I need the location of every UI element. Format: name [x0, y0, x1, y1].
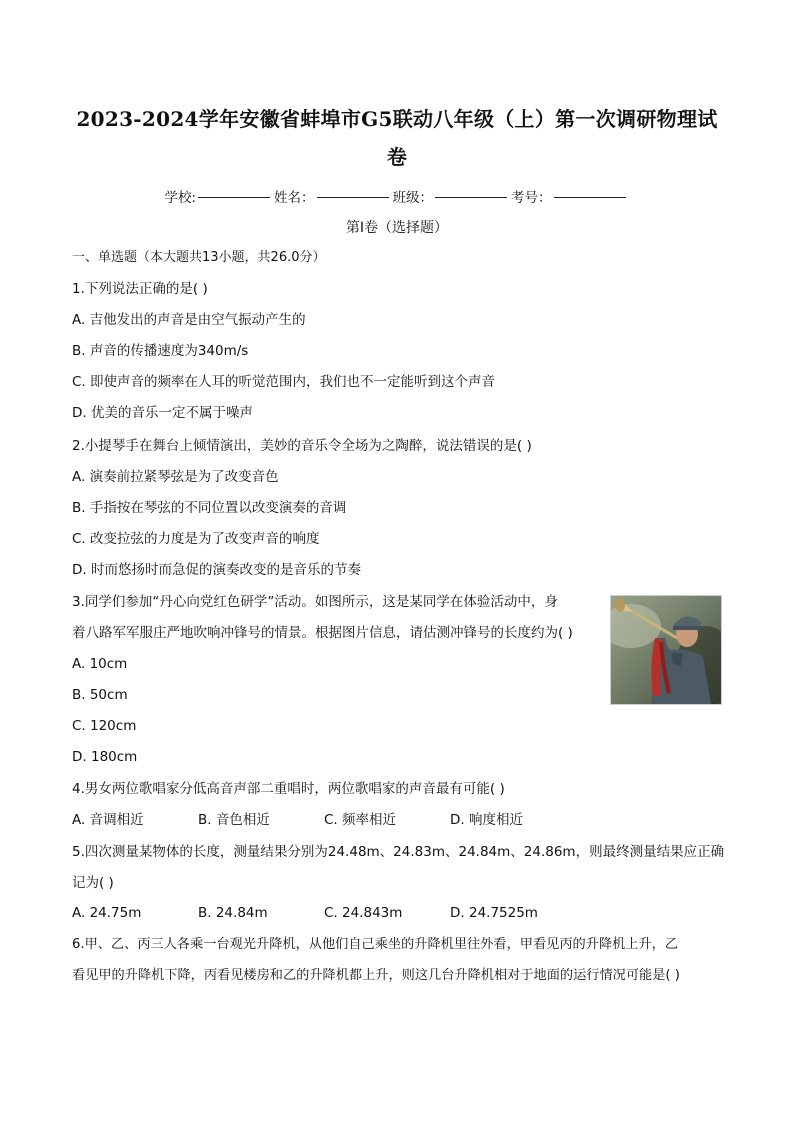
- question-6-stem-line-1: 6.甲、乙、丙三人各乘一台观光升降机，从他们自己乘坐的升降机里往外看，甲看见丙的升降机上升，乙: [72, 937, 679, 952]
- question-4-option-d: D. 响度相近: [450, 812, 523, 828]
- section-heading: 一、单选题（本大题共13小题，共26.0分）: [72, 250, 326, 265]
- question-5-options: [72, 903, 576, 923]
- question-1-option-b: B. 声音的传播速度为340m/s: [72, 343, 249, 359]
- question-4-option-b: B. 音色相近: [198, 812, 270, 828]
- question-3-option-c: C. 120cm: [72, 718, 137, 734]
- exam-number-label: 考号：: [511, 190, 552, 206]
- question-5-option-c: C. 24.843m: [324, 905, 403, 921]
- title-line-1: 2023-2024学年安徽省蚌埠市G5联动八年级（上）第一次调研物理试: [76, 107, 718, 131]
- question-2-option-b: B. 手指按在琴弦的不同位置以改变演奏的音调: [72, 500, 347, 516]
- school-blank[interactable]: [198, 196, 270, 198]
- question-4-option-c: C. 频率相近: [324, 812, 397, 828]
- student-info-row: [0, 186, 794, 206]
- question-3-option-d: D. 180cm: [72, 749, 138, 765]
- question-3-stem-line-2: 着八路军军服庄严地吹响冲锋号的情景。根据图片信息，请估测冲锋号的长度约为( ): [72, 625, 573, 641]
- exam-number-blank[interactable]: [554, 196, 626, 198]
- question-5-stem-line-2: 记为( ): [72, 875, 114, 891]
- question-2-option-c: C. 改变拉弦的力度是为了改变声音的响度: [72, 531, 320, 547]
- school-label: 学校:: [164, 190, 197, 206]
- question-5-option-d: D. 24.7525m: [450, 905, 538, 921]
- question-2-stem: 2.小提琴手在舞台上倾情演出，美妙的音乐令全场为之陶醉，说法错误的是( ): [72, 438, 532, 454]
- title-line-2: 卷: [386, 145, 408, 169]
- class-label: 班级：: [392, 190, 434, 206]
- name-label: 姓名：: [274, 190, 315, 206]
- class-blank[interactable]: [435, 196, 507, 198]
- question-5-option-b: B. 24.84m: [198, 905, 268, 921]
- question-1-option-d: D. 优美的音乐一定不属于噪声: [72, 405, 253, 421]
- bugle-player-photo: [610, 595, 722, 705]
- name-blank[interactable]: [317, 196, 389, 198]
- question-4-option-a: A. 音调相近: [72, 812, 144, 828]
- question-5-stem-line-1: 5.四次测量某物体的长度，测量结果分别为24.48m、24.83m、24.84m、24.86m，则最终测量结果应正确: [72, 844, 725, 860]
- question-3-option-a: A. 10cm: [72, 656, 128, 672]
- question-4-options: [72, 810, 576, 830]
- bugle-player-illustration: [611, 596, 721, 704]
- question-1-stem: 1.下列说法正确的是( ): [72, 281, 208, 297]
- question-1-option-a: A. 吉他发出的声音是由空气振动产生的: [72, 312, 306, 328]
- question-3-option-b: B. 50cm: [72, 687, 128, 703]
- question-2-option-a: A. 演奏前拉紧琴弦是为了改变音色: [72, 469, 279, 485]
- question-6-stem-line-2: 看见甲的升降机下降，丙看见楼房和乙的升降机都上升，则这几台升降机相对于地面的运行情况可能是( ): [72, 968, 680, 983]
- question-1-option-c: C. 即使声音的频率在人耳的听觉范围内，我们也不一定能听到这个声音: [72, 374, 496, 390]
- exam-title: [60, 100, 734, 176]
- question-2-option-d: D. 时而悠扬时而急促的演奏改变的是音乐的节奏: [72, 562, 361, 578]
- question-4-stem: 4.男女两位歌唱家分低高音声部二重唱时，两位歌唱家的声音最有可能( ): [72, 781, 505, 797]
- volume-heading: 第I卷（选择题）: [345, 220, 449, 236]
- question-3-stem-line-1: 3.同学们参加“丹心向党红色研学”活动。如图所示，这是某同学在体验活动中，身: [72, 594, 558, 610]
- question-5-option-a: A. 24.75m: [72, 905, 142, 921]
